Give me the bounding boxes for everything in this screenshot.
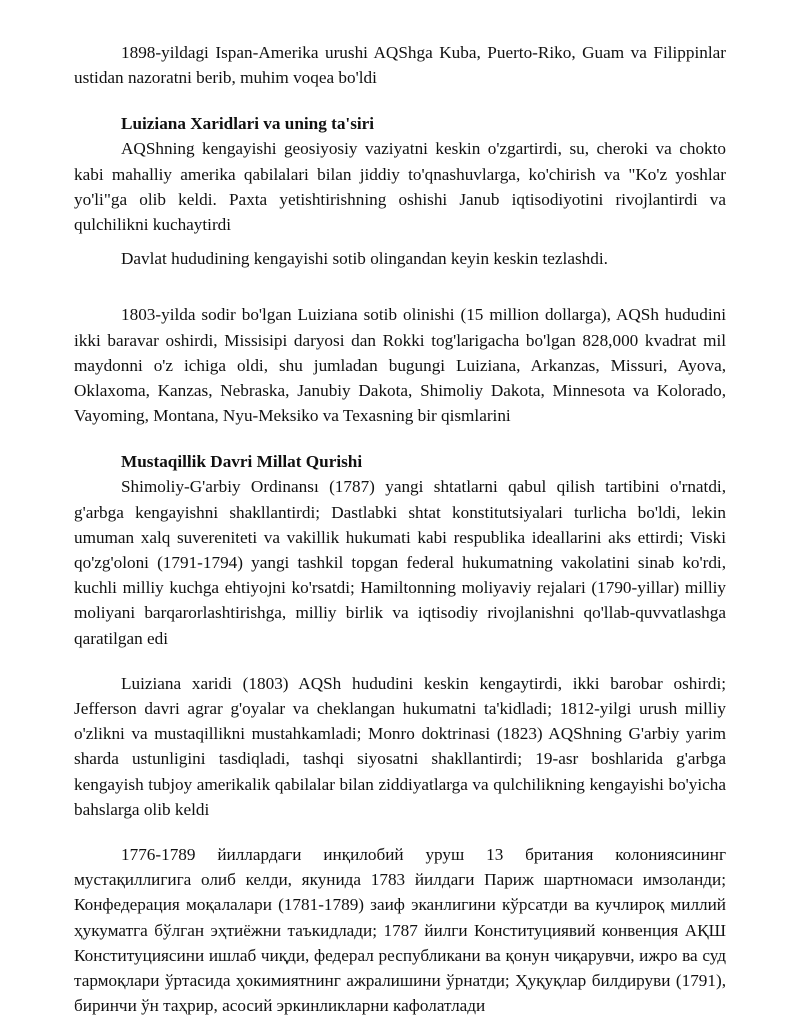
- paragraph-louisiana-purchase: 1803-yilda sodir bo'lgan Luiziana sotib olinishi (15 million dollarga), AQSh hududini ikki baravar oshirdi, Missisipi daryosi dan Rokki tog'larigacha bo'lgan 828,000 kvadrat mil maydonni o'z ichiga oldi, shu jumladan bugungi Luiziana, Arkanzas, Missuri, Ayova, Oklaxoma, Kanzas, Nebraska, Janubiy Dakota, Shimoliy Dakota, Minnesota va Kolorado, Vayoming, Montana, Nyu-Meksiko va Texasning bir qismlarini: [74, 305, 726, 426]
- section-heading-louisiana: Luiziana Xaridlari va uning ta'siri: [121, 114, 375, 134]
- spacer: [74, 237, 726, 246]
- spacer: [74, 90, 726, 112]
- paragraph-jefferson-era: Luiziana xaridi (1803) AQSh hududini keskin kengaytirdi, ikki barobar oshirdi; Jefferson davri agrar g'oyalar va cheklangan hukumatni ta'kidladi; 1812-yilgi urush milliy o'zlikni va mustaqillikni mustahkamladi; Monro doktrinasi (1823) AQShning G'arbiy yarim sharda ustunligini tasdiqladi, tashqi siyosatni shakllantirdi; 19-asr boshlarida g'arbga kengayish tubjoy amerikalik qabilalar bilan ziddiyatlarga va qulchilikning kengayishi bo'yicha bahslarga olib keldi: [74, 673, 726, 819]
- paragraph-expansion-effects: AQShning kengayishi geosiyosiy vaziyatni keskin o'zgartirdi, su, cheroki va chokto kabi mahalliy amerika qabilalari bilan jiddiy to'qnashuvlarga, ko'chirish va "Ko'z yoshlar yo'li"ga olib keldi. Paxta yetishtirishning oshishi Janub iqtisodiyotini rivojlantirdi va qulchilikni kuchaytirdi: [74, 139, 726, 235]
- paragraph-northwest-ordinance: Shimoliy-G'arbiy Ordinansı (1787) yangi shtatlarni qabul qilish tartibini o'rnatdi, g'arbga kengayishni shakllantirdi; Dastlabki shtat konstitutsiyalari turlicha bo'ldi, lekin umuman xalq suvereniteti va vakillik hukumati kabi respublika ideallarini aks ettirdi; Viski qo'zg'oloni (1791-1794) yangi tashkil topgan federal hukumatning vakolatini sinab ko'rdi, kuchli milliy kuchga ehtiyojni ko'rsatdi; Hamiltonning moliyaviy rejalari (1790-yillar) milliy moliyani barqarorlashtirishga, milliy birlik va iqtisodiy rivojlanishni qo'llab-quvvatlashga qaratilgan edi: [74, 477, 726, 648]
- document-page: [74, 40, 726, 1019]
- paragraph-territory-growth: Davlat hududining kengayishi sotib olingandan keyin keskin tezlashdi.: [121, 249, 608, 269]
- spacer: [74, 271, 726, 302]
- spacer: [74, 822, 726, 842]
- section-heading-independence: Mustaqillik Davri Millat Qurishi: [121, 452, 363, 472]
- spacer: [74, 651, 726, 671]
- paragraph-spanish-american-war: 1898-yildagi Ispan-Amerika urushi AQShga Kuba, Puerto-Riko, Guam va Filippinlar ustidan nazoratni berib, muhim voqea bo'ldi: [74, 43, 726, 88]
- paragraph-revolutionary-war: 1776-1789 йиллардаги инқилобий уруш 13 британия колониясининг мустақиллигига олиб келди, якунида 1783 йилдаги Париж шартномаси имзоланди; Конфедерация моқалалари (1781-1789) заиф эканлигини кўрсатди ва кучлироқ миллий ҳукуматга бўлган эҳтиёжни таъкидлади; 1787 йилги Конституциявий конвенция АҚШ Конституциясини ишлаб чиқди, федерал республикани ва қонун чиқарувчи, ижро ва суд тармоқлари ўртасида ҳокимиятнинг ажралишини ўрнатди; Ҳуқуқлар билдируви (1791), биринчи ўн таҳрир, асосий эркинликларни кафолатлади: [74, 845, 726, 1016]
- spacer: [74, 428, 726, 450]
